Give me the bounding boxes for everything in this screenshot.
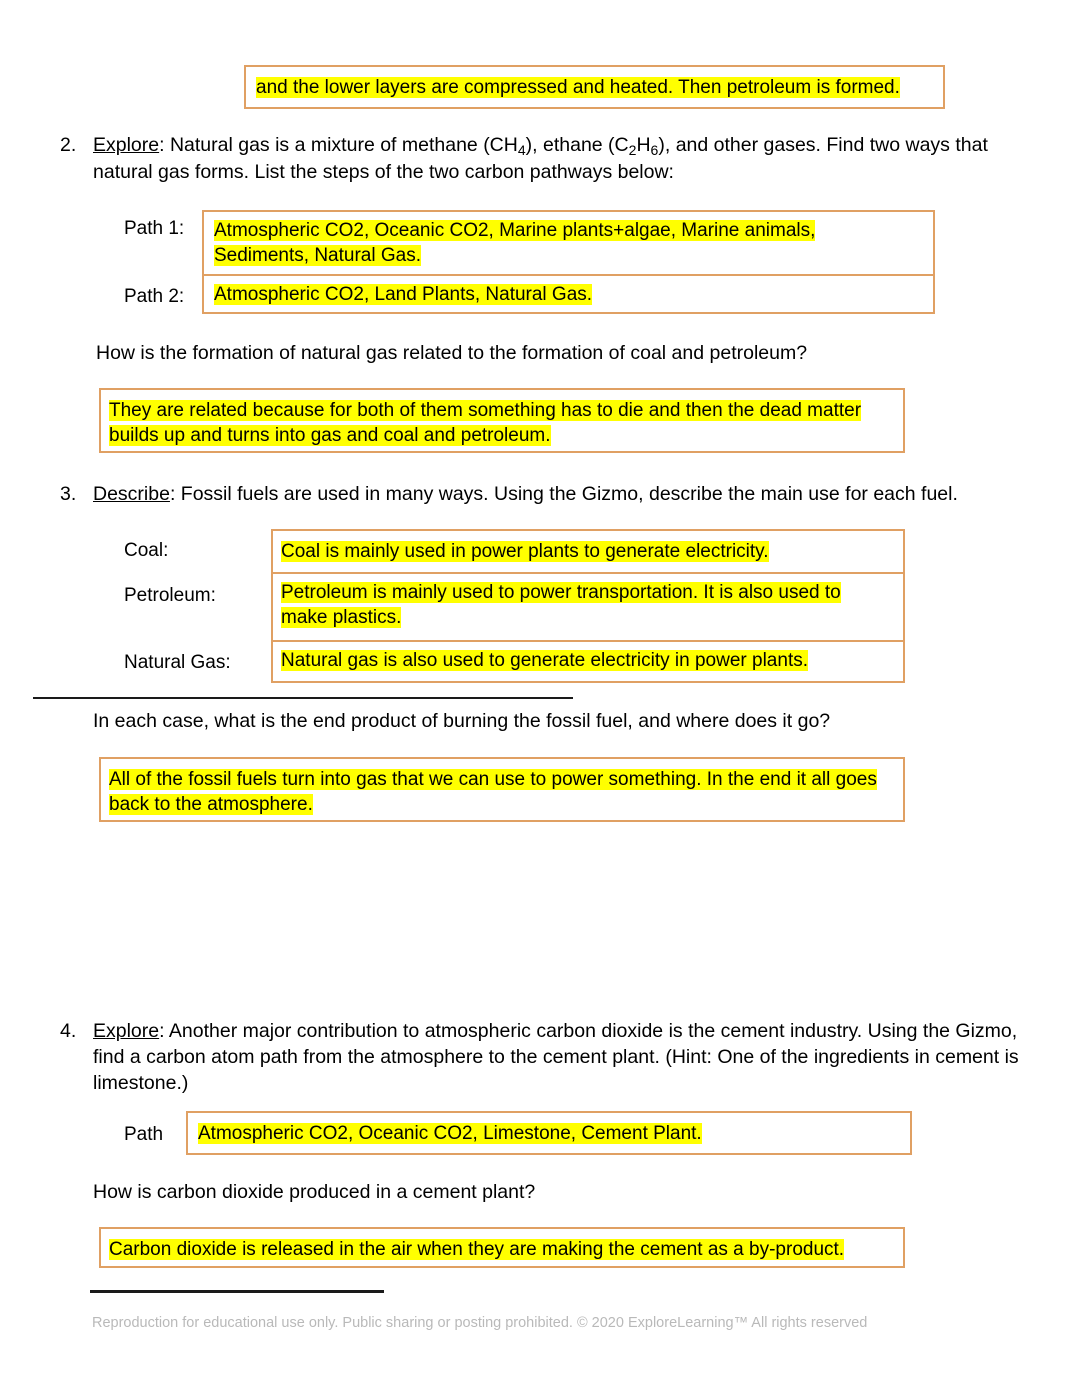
table-row-divider <box>204 274 933 276</box>
question-prompt-4: : Another major contribution to atmospheric carbon dioxide is the cement industry. Using the Gizmo, find a carbon atom path from the atmosphere to the cement plant. (Hint: One of the ingredients in cement is limestone.) <box>93 1020 1019 1094</box>
answer-box-q2-followup[interactable] <box>99 388 905 453</box>
table-row-divider <box>273 640 903 642</box>
answer-text-q4-followup <box>109 1237 899 1262</box>
question-prompt-2-part2: ), ethane (C <box>525 134 629 156</box>
question-4-followup: How is carbon dioxide produced in a cement plant? <box>93 1181 536 1203</box>
highlighted-text: All of the fossil fuels turn into gas that we can use to power something. In the end it all goes back to the atmosphere. <box>109 769 877 815</box>
question-text-2 <box>93 132 993 185</box>
path-1-answer[interactable] <box>214 218 914 268</box>
answer-text-q2-followup <box>109 398 899 448</box>
question-prompt-2-part1: : Natural gas is a mixture of methane (CH <box>159 134 518 156</box>
subscript-c2: 2 <box>628 141 637 158</box>
table-row-divider <box>273 572 903 574</box>
horizontal-rule <box>33 697 573 699</box>
highlighted-text: Natural gas is also used to generate electricity in power plants. <box>281 650 808 671</box>
question-number-4: 4. <box>60 1020 77 1042</box>
question-lead-word-4: Explore <box>93 1020 160 1042</box>
question-number-3: 3. <box>60 483 77 505</box>
fuel-label-coal: Coal: <box>124 540 169 561</box>
answer-text-q4-path <box>198 1121 898 1146</box>
highlighted-text: Atmospheric CO2, Oceanic CO2, Marine plants+algae, Marine animals, Sediments, Natural Gas. <box>214 220 816 266</box>
footer-copyright: Reproduction for educational use only. Public sharing or posting prohibited. © 2020 ExploreLearning™ All rights reserved <box>92 1315 868 1331</box>
subscript-h6: 6 <box>650 141 659 158</box>
footer-divider <box>90 1290 384 1293</box>
answer-text-q3-followup <box>109 767 904 817</box>
fuel-label-natural-gas: Natural Gas: <box>124 652 231 673</box>
question-prompt-2-part4: ), and other gases. Find two ways that natural gas forms. List the steps of the two carbon pathways below: <box>93 134 988 183</box>
question-prompt-2-part3: H <box>636 134 651 156</box>
fuel-label-petroleum: Petroleum: <box>124 585 216 606</box>
highlighted-text: Coal is mainly used in power plants to generate electricity. <box>281 541 769 562</box>
question-lead-word-3: Describe <box>93 483 170 505</box>
question-prompt-3: : Fossil fuels are used in many ways. Using the Gizmo, describe the main use for each fuel. <box>169 483 958 505</box>
question-text-4 <box>93 1018 1023 1096</box>
answer-box-q4-followup[interactable] <box>99 1227 905 1268</box>
highlighted-text: and the lower layers are compressed and heated. Then petroleum is formed. <box>256 77 900 98</box>
highlighted-text: They are related because for both of them something has to die and then the dead matter builds up and turns into gas and coal and petroleum. <box>109 400 862 446</box>
highlighted-text: Atmospheric CO2, Land Plants, Natural Gas. <box>214 284 593 305</box>
answer-box-q4-path[interactable] <box>186 1111 912 1155</box>
answer-text-petroleum[interactable] <box>281 580 861 630</box>
answer-text-natural-gas[interactable] <box>281 648 891 673</box>
answer-box-top[interactable] <box>244 65 945 109</box>
path-2-answer[interactable] <box>214 282 914 307</box>
answer-text-coal[interactable] <box>281 539 891 564</box>
question-3-followup: In each case, what is the end product of burning the fossil fuel, and where does it go? <box>93 710 831 732</box>
question-number-2: 2. <box>60 134 77 156</box>
question-text-3 <box>93 481 993 507</box>
question-2-followup: How is the formation of natural gas related to the formation of coal and petroleum? <box>96 342 808 364</box>
answer-box-q3-followup[interactable] <box>99 757 905 822</box>
fuel-uses-table <box>271 529 905 683</box>
answer-text-top <box>256 75 946 100</box>
path-label-q4: Path <box>124 1124 164 1145</box>
path-2-label: Path 2: <box>124 286 185 307</box>
highlighted-text: Carbon dioxide is released in the air when they are making the cement as a by-product. <box>109 1239 845 1260</box>
path-1-label: Path 1: <box>124 218 185 239</box>
highlighted-text: Atmospheric CO2, Oceanic CO2, Limestone, Cement Plant. <box>198 1123 702 1144</box>
highlighted-text: Petroleum is mainly used to power transportation. It is also used to make plastics. <box>281 582 841 628</box>
subscript-ch4: 4 <box>517 141 526 158</box>
path-answer-table <box>202 210 935 314</box>
question-lead-word-2: Explore <box>93 134 160 156</box>
